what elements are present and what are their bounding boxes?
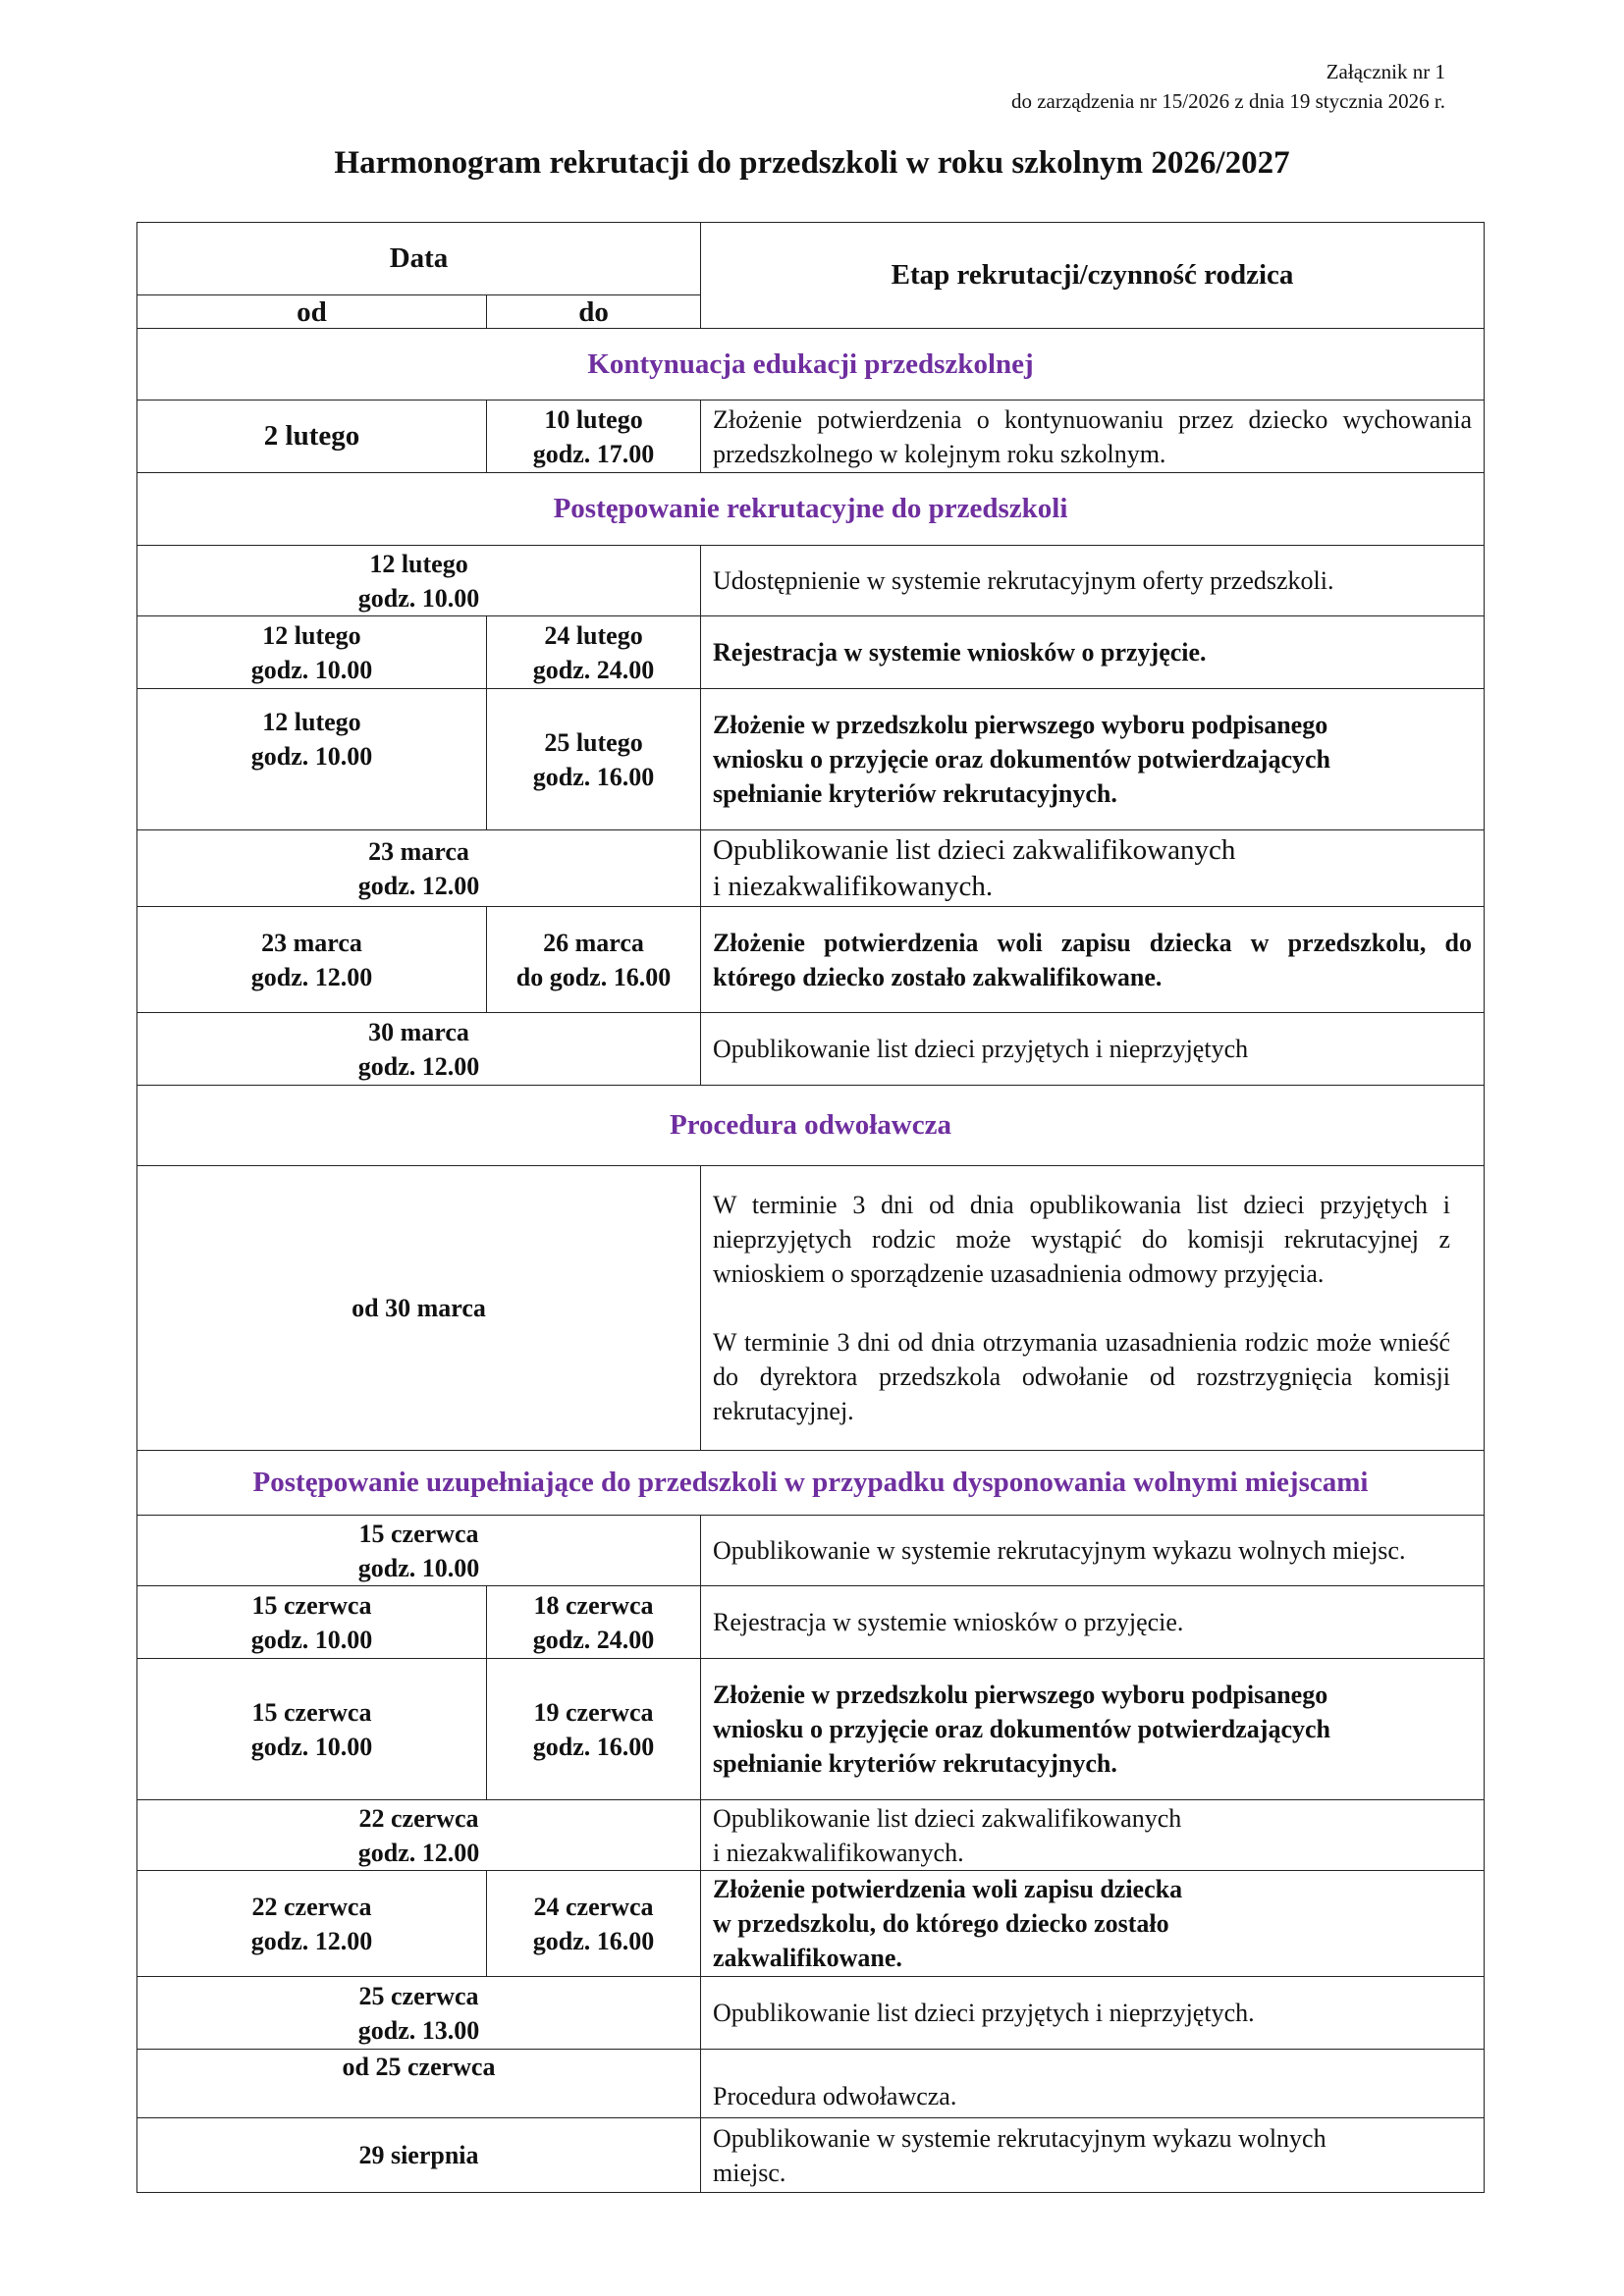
- date-to: 24 lutego godz. 24.00: [487, 616, 701, 689]
- date-single: 29 sierpnia: [137, 2118, 701, 2193]
- date-to: 24 czerwca godz. 16.00: [487, 1871, 701, 1977]
- date-single: 12 lutego godz. 10.00: [137, 546, 701, 616]
- stage-text: Opublikowanie list dzieci przyjętych i nieprzyjętych.: [701, 1977, 1485, 2050]
- section-title: Procedura odwoławcza: [137, 1086, 1485, 1166]
- table-row: [137, 830, 1485, 907]
- header-date: Data: [137, 223, 701, 295]
- table-row: [137, 1013, 1485, 1086]
- table-row: [137, 2050, 1485, 2118]
- table-header-row: [137, 223, 1485, 295]
- date-single: od 25 czerwca: [137, 2050, 701, 2118]
- header-stage: Etap rekrutacji/czynność rodzica: [701, 223, 1485, 329]
- table-row: [137, 1871, 1485, 1977]
- header-from: od: [137, 295, 487, 329]
- section-title: Postępowanie rekrutacyjne do przedszkoli: [137, 473, 1485, 546]
- section-row: [137, 329, 1485, 400]
- date-to: 10 lutego godz. 17.00: [487, 400, 701, 473]
- header-to: do: [487, 295, 701, 329]
- stage-text: Złożenie potwierdzenia woli zapisu dziecka w przedszkolu, do którego dziecko zostało zakwalifikowane.: [701, 907, 1485, 1013]
- stage-text: Udostępnienie w systemie rekrutacyjnym oferty przedszkoli.: [701, 546, 1485, 616]
- table-row: [137, 1977, 1485, 2050]
- table-row: [137, 907, 1485, 1013]
- date-single: 30 marca godz. 12.00: [137, 1013, 701, 1086]
- date-to: 26 marca do godz. 16.00: [487, 907, 701, 1013]
- date-from: 22 czerwca godz. 12.00: [137, 1871, 487, 1977]
- table-row: [137, 1166, 1485, 1451]
- stage-text: Złożenie w przedszkolu pierwszego wyboru podpisanego wniosku o przyjęcie oraz dokumentów potwierdzających spełnianie kryteriów rekrutacyjnych.: [701, 1659, 1485, 1800]
- stage-text: W terminie 3 dni od dnia opublikowania list dzieci przyjętych i nieprzyjętych rodzic może wystąpić do komisji rekrutacyjnej z wnioskiem o sporządzenie uzasadnienia odmowy przyjęcia. W terminie 3 dni od dnia otrzymania uzasadnienia rodzic może wnieść do dyrektora przedszkola odwołanie od rozstrzygnięcia komisji rekrutacyjnej.: [701, 1166, 1485, 1451]
- stage-text: Opublikowanie w systemie rekrutacyjnym wykazu wolnych miejsc.: [701, 2118, 1485, 2193]
- annex-number: Załącznik nr 1: [1326, 60, 1445, 83]
- section-row: [137, 1086, 1485, 1166]
- date-from: 15 czerwca godz. 10.00: [137, 1586, 487, 1659]
- date-to: 18 czerwca godz. 24.00: [487, 1586, 701, 1659]
- table-row: [137, 689, 1485, 830]
- section-title: Kontynuacja edukacji przedszkolnej: [137, 329, 1485, 400]
- date-to: 19 czerwca godz. 16.00: [487, 1659, 701, 1800]
- table-row: [137, 546, 1485, 616]
- date-single: 22 czerwca godz. 12.00: [137, 1800, 701, 1871]
- stage-text: Złożenie potwierdzenia woli zapisu dziecka w przedszkolu, do którego dziecko zostało zakwalifikowane.: [701, 1871, 1485, 1977]
- date-from: 12 lutego godz. 10.00: [137, 616, 487, 689]
- stage-text: Złożenie w przedszkolu pierwszego wyboru podpisanego wniosku o przyjęcie oraz dokumentów potwierdzających spełnianie kryteriów rekrutacyjnych.: [701, 689, 1485, 830]
- table-row: [137, 1800, 1485, 1871]
- section-title: Postępowanie uzupełniające do przedszkoli w przypadku dysponowania wolnymi miejscami: [137, 1451, 1485, 1516]
- date-single: 25 czerwca godz. 13.00: [137, 1977, 701, 2050]
- section-row: [137, 1451, 1485, 1516]
- table-row: [137, 1516, 1485, 1586]
- stage-text: Opublikowanie w systemie rekrutacyjnym wykazu wolnych miejsc.: [701, 1516, 1485, 1586]
- date-single: od 30 marca: [137, 1166, 701, 1451]
- table-row: [137, 1586, 1485, 1659]
- stage-text: Rejestracja w systemie wniosków o przyjęcie.: [701, 616, 1485, 689]
- date-from: 15 czerwca godz. 10.00: [137, 1659, 487, 1800]
- stage-text: Rejestracja w systemie wniosków o przyjęcie.: [701, 1586, 1485, 1659]
- stage-text: Opublikowanie list dzieci zakwalifikowanych i niezakwalifikowanych.: [701, 1800, 1485, 1871]
- stage-text: Złożenie potwierdzenia o kontynuowaniu przez dziecko wychowania przedszkolnego w kolejnym roku szkolnym.: [701, 400, 1485, 473]
- date-from: 23 marca godz. 12.00: [137, 907, 487, 1013]
- date-from: 12 lutego godz. 10.00: [137, 689, 487, 830]
- schedule-table: [136, 222, 1485, 2193]
- table-row: [137, 1659, 1485, 1800]
- date-to: 25 lutego godz. 16.00: [487, 689, 701, 830]
- date-single: 15 czerwca godz. 10.00: [137, 1516, 701, 1586]
- stage-text: Opublikowanie list dzieci zakwalifikowanych i niezakwalifikowanych.: [701, 830, 1485, 907]
- date-from: 2 lutego: [137, 400, 487, 473]
- date-single: 23 marca godz. 12.00: [137, 830, 701, 907]
- page-title: Harmonogram rekrutacji do przedszkoli w roku szkolnym 2026/2027: [334, 145, 1290, 181]
- annex-reference: do zarządzenia nr 15/2026 z dnia 19 stycznia 2026 r.: [1010, 89, 1445, 113]
- table-row: [137, 616, 1485, 689]
- stage-text: Procedura odwoławcza.: [701, 2050, 1485, 2118]
- section-row: [137, 473, 1485, 546]
- table-row: [137, 2118, 1485, 2193]
- table-row: [137, 400, 1485, 473]
- annex-note: [1011, 57, 1445, 116]
- stage-text: Opublikowanie list dzieci przyjętych i nieprzyjętych: [701, 1013, 1485, 1086]
